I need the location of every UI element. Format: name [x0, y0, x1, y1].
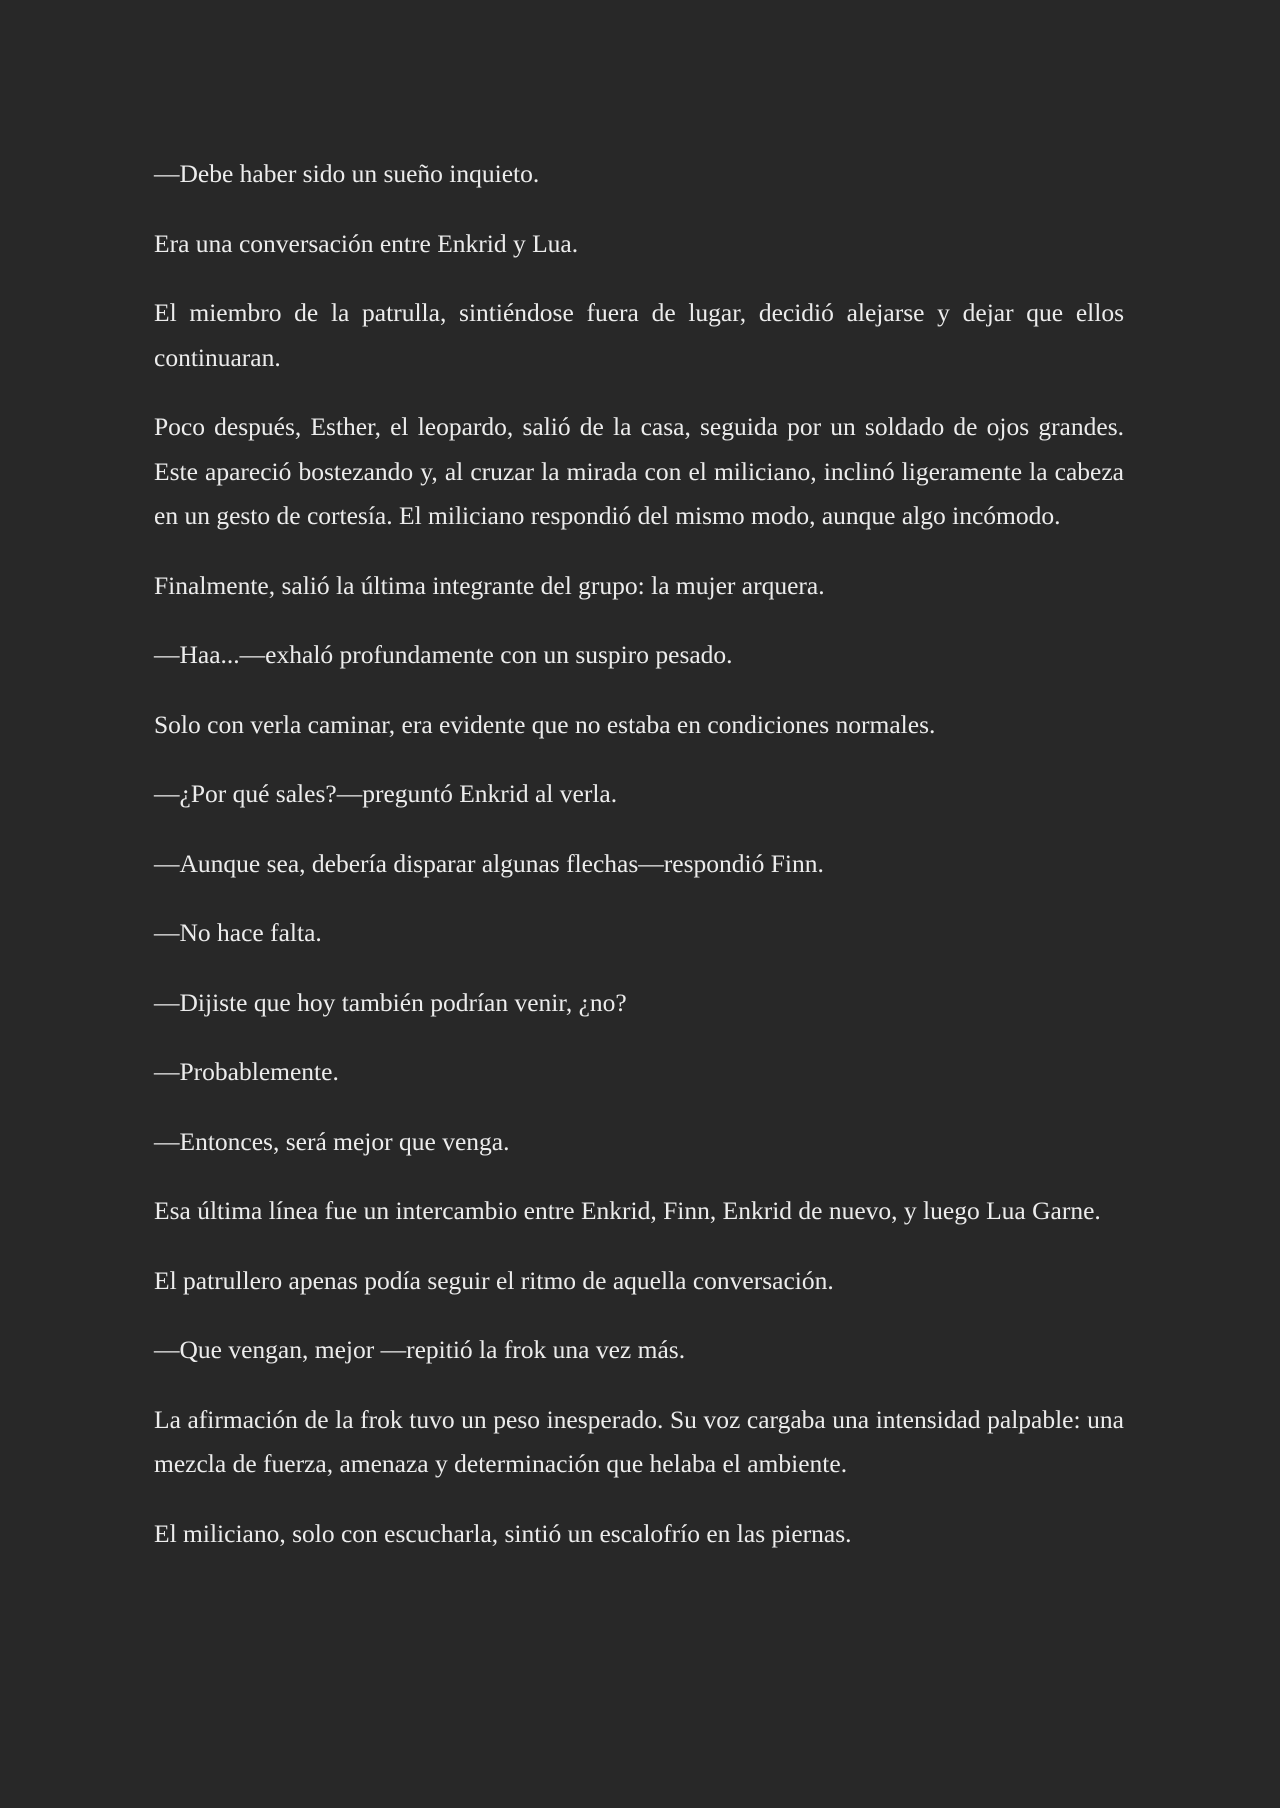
paragraph: —Que vengan, mejor —repitió la frok una vez más.	[154, 1335, 686, 1364]
paragraph: El miembro de la patrulla, sintiéndose fuera de lugar, decidió alejarse y dejar que ellos continuaran.	[154, 298, 1124, 372]
paragraph: —Debe haber sido un sueño inquieto.	[154, 159, 540, 188]
paragraph: —Probablemente.	[154, 1057, 339, 1086]
paragraph: El miliciano, solo con escucharla, sintió un escalofrío en las piernas.	[154, 1518, 852, 1548]
paragraph: —Dijiste que hoy también podrían venir, ¿no?	[154, 987, 627, 1017]
paragraph: —Aunque sea, debería disparar algunas flechas—respondió Finn.	[154, 848, 824, 878]
paragraph: —¿Por qué sales?—preguntó Enkrid al verla.	[154, 779, 618, 808]
paragraph: El patrullero apenas podía seguir el ritmo de aquella conversación.	[154, 1265, 834, 1295]
paragraph: Finalmente, salió la última integrante del grupo: la mujer arquera.	[154, 570, 825, 600]
paragraph: Poco después, Esther, el leopardo, salió de la casa, seguida por un soldado de ojos grandes. Este apareció bostezando y, al cruzar la mirada con el miliciano, inclinó ligeramente la cabeza en un gesto de cortesía. El miliciano respondió del mismo modo, aunque algo incómodo.	[154, 412, 1124, 530]
reader-page	[154, 152, 1124, 1581]
paragraph: —No hace falta.	[154, 918, 322, 947]
paragraph: Esa última línea fue un intercambio entre Enkrid, Finn, Enkrid de nuevo, y luego Lua Garne.	[154, 1196, 1101, 1225]
paragraph: La afirmación de la frok tuvo un peso inesperado. Su voz cargaba una intensidad palpable: una mezcla de fuerza, amenaza y determinación que helaba el ambiente.	[154, 1404, 1124, 1478]
paragraph: Solo con verla caminar, era evidente que no estaba en condiciones normales.	[154, 709, 936, 739]
paragraph: —Entonces, será mejor que venga.	[154, 1126, 510, 1156]
paragraph: —Haa...—exhaló profundamente con un suspiro pesado.	[154, 640, 733, 669]
paragraph: Era una conversación entre Enkrid y Lua.	[154, 228, 579, 258]
